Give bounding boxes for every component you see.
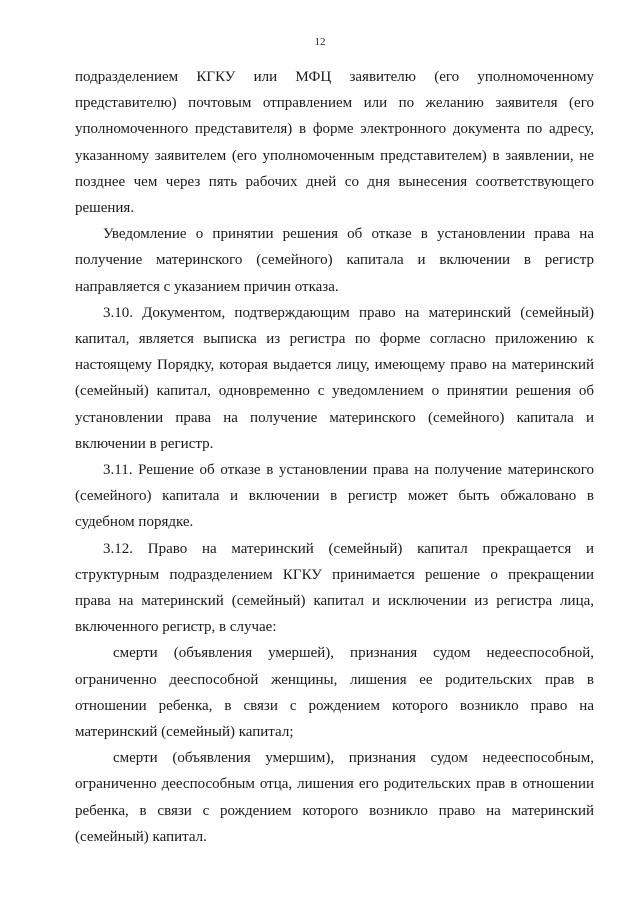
page-number: 12: [314, 36, 326, 48]
paragraph-case-mother: смерти (объявления умершей), признания судом недееспособной, ограниченно дееспособной женщины, лишения ее родительских прав в отношении ребенка, в связи с рождением которого возникло право на материнский (семейный) капитал;: [75, 645, 594, 741]
paragraph-3-10: 3.10. Документом, подтверждающим право на материнский (семейный) капитал, является выписка из регистра по форме согласно приложению к настоящему Порядку, которая выдается лицу, имеющему право на материнский (семейный) капитал, одновременно с уведомлением о принятии решения об установлении права на получение материнского (семейного) капитала и включении в регистр.: [75, 304, 594, 452]
document-body: [75, 64, 594, 850]
paragraph-3-12: 3.12. Право на материнский (семейный) капитал прекращается и структурным подразделением КГКУ принимается решение о прекращении права на материнский (семейный) капитал и исключении из регистра лица, включенного регистр, в случае:: [75, 540, 594, 636]
paragraph-3-11: 3.11. Решение об отказе в установлении права на получение материнского (семейного) капитала и включении в регистр может быть обжаловано в судебном порядке.: [75, 462, 594, 531]
paragraph-case-father: смерти (объявления умершим), признания судом недееспособным, ограниченно дееспособным отца, лишения его родительских прав в отношении ребенка, в связи с рождением которого возникло право на материнский (семейный) капитал.: [75, 750, 594, 845]
paragraph-refusal-notice: Уведомление о принятии решения об отказе в установлении права на получение материнского (семейного) капитала и включении в регистр направляется с указанием причин отказа.: [75, 226, 594, 295]
paragraph-continuation: подразделением КГКУ или МФЦ заявителю (его уполномоченному представителю) почтовым отправлением или по желанию заявителя (его уполномоченного представителя) в форме электронного документа по адресу, указанному заявителем (его уполномоченным представителем) в заявлении, не позднее чем через пять рабочих дней со дня вынесения соответствующего решения.: [75, 69, 594, 217]
